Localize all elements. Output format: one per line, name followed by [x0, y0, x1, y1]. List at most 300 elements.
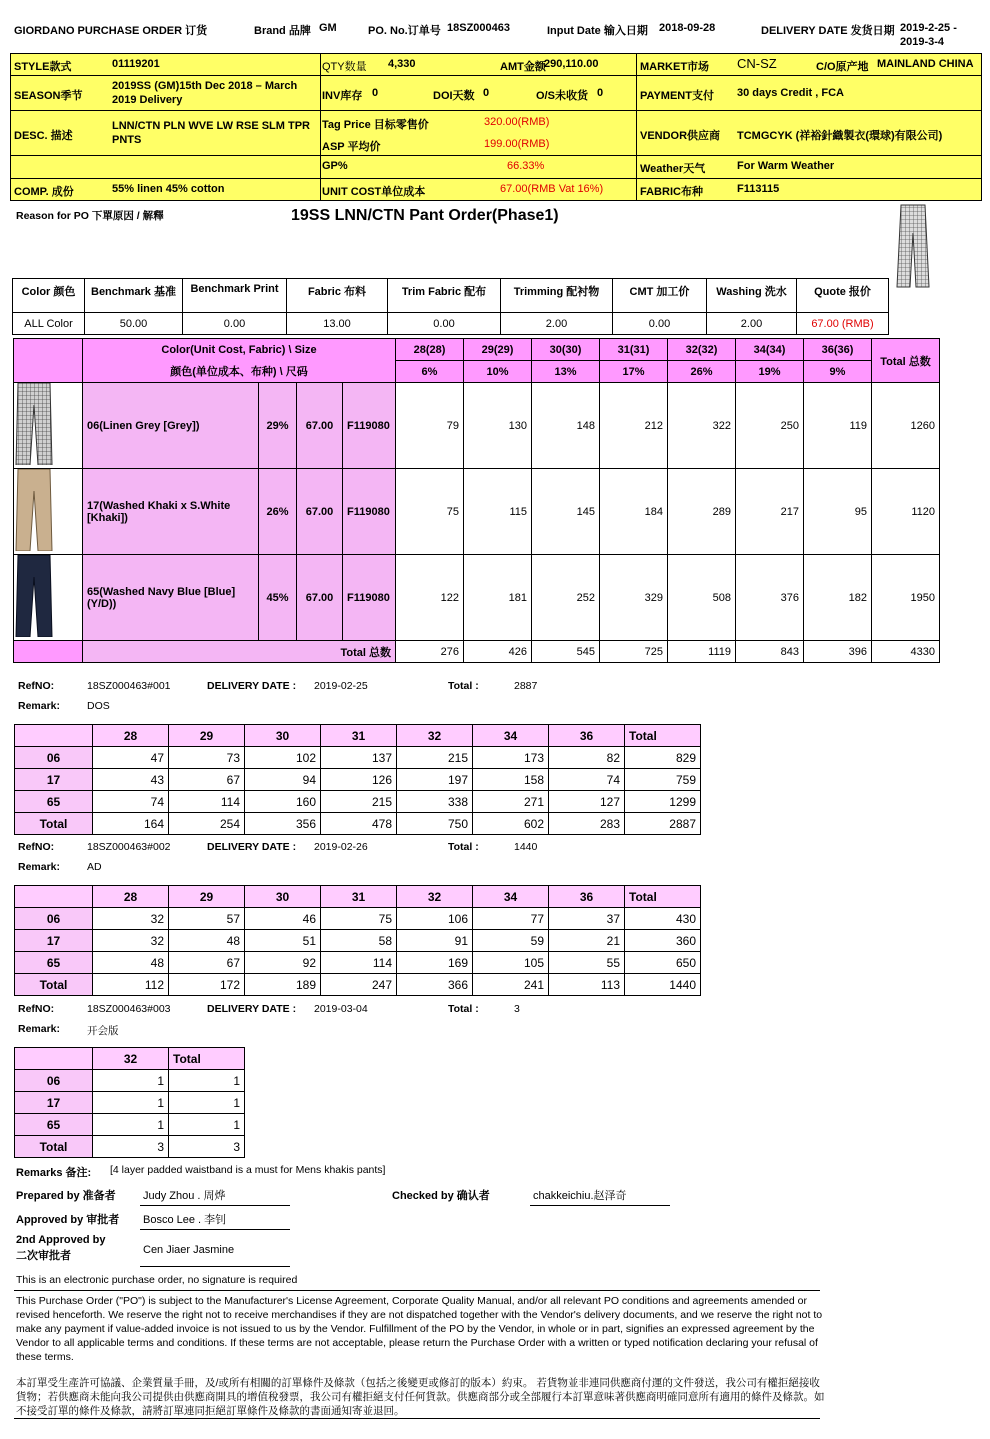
cost-value-trim-fabric: 0.00: [388, 313, 501, 335]
table-row-total: [15, 1136, 245, 1158]
qty-06-32: 322: [668, 383, 736, 469]
dt2-cell: 92: [245, 952, 321, 974]
dt1-cell: 74: [93, 791, 169, 813]
dt2-cell: 366: [397, 974, 473, 996]
origin-label: C/O原产地: [816, 61, 869, 73]
qty-value: 4,330: [388, 58, 416, 70]
product-thumbnail-icon: [893, 203, 933, 289]
qty-65-28: 122: [396, 555, 464, 641]
cost-value-benchmark-print: 0.00: [183, 313, 287, 335]
table-row: [14, 555, 940, 641]
dt3-cell: 1: [169, 1092, 245, 1114]
color-size-table: [13, 338, 940, 663]
dt3-col-total: Total: [169, 1048, 245, 1070]
fabric-value: F113115: [737, 183, 780, 195]
swatch-cell-65: [14, 555, 83, 641]
dt2-col-28: 28: [93, 886, 169, 908]
color-size-header-cn: 颜色(单位成本、布种) \ 尺码: [83, 361, 396, 383]
electronic-note: This is an electronic purchase order, no signature is required: [16, 1274, 298, 1286]
dt1-cell: 271: [473, 791, 549, 813]
qty-06-34: 250: [736, 383, 804, 469]
amt-label: AMT金额: [500, 61, 546, 73]
ref-value-3: 18SZ000463#003: [87, 1003, 171, 1015]
sum-total: 4330: [872, 641, 940, 663]
total-header: Total 总数: [872, 339, 940, 383]
remark-value-2: AD: [87, 861, 102, 873]
tag-price-value: 320.00(RMB): [484, 116, 550, 128]
dt1-cell: 283: [549, 813, 625, 835]
table-row: [15, 952, 701, 974]
dt3-col-32: 32: [93, 1048, 169, 1070]
dt1-cell: 759: [625, 769, 701, 791]
vendor-value: TCMGCYK (祥裕針織製衣(環球)有限公司): [737, 130, 943, 142]
reason-label: Reason for PO 下單原因 / 解釋: [16, 210, 164, 222]
approved-by-label: Approved by 审批者: [16, 1214, 120, 1226]
desc-label: DESC. 描述: [14, 130, 73, 142]
approved-by-value: Bosco Lee . 李钊: [143, 1214, 227, 1226]
dt3-row-label: Total: [15, 1136, 93, 1158]
cost-header-quote: Quote 报价: [797, 279, 889, 313]
qty-17-total: 1120: [872, 469, 940, 555]
grey-pant-icon: [14, 383, 82, 465]
dt2-cell: 106: [397, 908, 473, 930]
qty-65-29: 181: [464, 555, 532, 641]
table-row: [15, 1092, 245, 1114]
dt3-cell: 1: [93, 1092, 169, 1114]
delivery-total-label-2: Total :: [448, 841, 479, 853]
table-row-total: [14, 641, 940, 663]
size-pct-34: 19%: [736, 361, 804, 383]
sum-28: 276: [396, 641, 464, 663]
style-label: STYLE款式: [14, 61, 72, 73]
color-name-17: 17(Washed Khaki x S.White [Khaki]): [83, 469, 259, 555]
delivery-date-end: 2019-3-4: [900, 36, 945, 48]
cost-value-color: ALL Color: [13, 313, 85, 335]
vendor-label: VENDOR供应商: [640, 130, 721, 142]
po-number-label: PO. No.订单号: [368, 25, 441, 37]
qty-17-28: 75: [396, 469, 464, 555]
size-pct-30: 13%: [532, 361, 600, 383]
size-pct-36: 9%: [804, 361, 872, 383]
amt-value: 290,110.00: [544, 58, 599, 70]
dt1-row-label: 17: [15, 769, 93, 791]
dt1-cell: 47: [93, 747, 169, 769]
order-title: 19SS LNN/CTN Pant Order(Phase1): [291, 207, 559, 224]
qty-65-32: 508: [668, 555, 736, 641]
dt2-cell: 430: [625, 908, 701, 930]
dt1-col-31: 31: [321, 725, 397, 747]
dt1-cell: 137: [321, 747, 397, 769]
table-row-total: [15, 813, 701, 835]
input-date-value: 2018-09-28: [659, 22, 716, 34]
remarks-value: [4 layer padded waistband is a must for Mens khakis pants]: [110, 1164, 386, 1176]
brand-value: GM: [319, 22, 337, 34]
dt1-cell: 254: [169, 813, 245, 835]
dt2-cell: 32: [93, 908, 169, 930]
remark-value-1: DOS: [87, 700, 110, 712]
sum-36: 396: [804, 641, 872, 663]
dt1-cell: 94: [245, 769, 321, 791]
dt1-cell: 356: [245, 813, 321, 835]
table-row-total: [15, 974, 701, 996]
dt2-cell: 172: [169, 974, 245, 996]
checked-by-value: chakkeichiu.赵泽奇: [533, 1190, 627, 1202]
style-value: 01119201: [112, 58, 160, 70]
dt3-row-label: 17: [15, 1092, 93, 1114]
delivery-total-value-1: 2887: [514, 680, 538, 692]
delivery-total-value-2: 1440: [514, 841, 538, 853]
dt2-row-label: 17: [15, 930, 93, 952]
dt1-cell: 43: [93, 769, 169, 791]
dt1-cell: 114: [169, 791, 245, 813]
doi-value: 0: [483, 87, 490, 99]
po-title: GIORDANO PURCHASE ORDER 订货: [14, 25, 208, 37]
desc-value-line2: PNTS: [112, 134, 142, 146]
dt1-col-29: 29: [169, 725, 245, 747]
asp-label: ASP 平均价: [322, 141, 381, 153]
sum-32: 1119: [668, 641, 736, 663]
dt1-cell: 82: [549, 747, 625, 769]
season-value-line1: 2019SS (GM)15th Dec 2018 – March: [112, 80, 298, 92]
ref-label-3: RefNO:: [18, 1003, 55, 1015]
dt3-cell: 1: [93, 1114, 169, 1136]
dt1-cell: 1299: [625, 791, 701, 813]
dt2-cell: 32: [93, 930, 169, 952]
dt3-row-label: 06: [15, 1070, 93, 1092]
qty-17-29: 115: [464, 469, 532, 555]
remark-label-2: Remark:: [18, 861, 61, 873]
input-date-label: Input Date 输入日期: [547, 25, 648, 37]
color-fabric-65: F119080: [343, 555, 396, 641]
delivery-date-value-2: 2019-02-26: [314, 841, 368, 853]
table-row: [14, 383, 940, 469]
os-label: O/S未收货: [536, 90, 588, 102]
dt1-cell: 127: [549, 791, 625, 813]
qty-06-31: 212: [600, 383, 668, 469]
delivery-date-start: 2019-2-25 -: [900, 22, 957, 34]
delivery-table-3: [14, 1047, 245, 1158]
size-header-30: 30(30): [532, 339, 600, 361]
inv-label: INV库存: [322, 90, 363, 102]
dt1-row-label: Total: [15, 813, 93, 835]
delivery-table-1: [14, 724, 701, 835]
dt1-cell: 478: [321, 813, 397, 835]
dt3-cell: 3: [93, 1136, 169, 1158]
qty-17-34: 217: [736, 469, 804, 555]
table-row: [15, 747, 701, 769]
gp-label: GP%: [322, 160, 348, 172]
dt1-col-32: 32: [397, 725, 473, 747]
dt2-cell: 51: [245, 930, 321, 952]
qty-65-total: 1950: [872, 555, 940, 641]
delivery-date-label: DELIVERY DATE 发货日期: [761, 25, 895, 37]
size-header-36: 36(36): [804, 339, 872, 361]
dt2-cell: 169: [397, 952, 473, 974]
dt1-cell: 215: [397, 747, 473, 769]
dt2-cell: 57: [169, 908, 245, 930]
delivery-date-label-3: DELIVERY DATE :: [207, 1003, 297, 1015]
po-number-value: 18SZ000463: [447, 22, 510, 34]
cost-header-washing: Washing 洗水: [707, 279, 797, 313]
season-label: SEASON季节: [14, 90, 83, 102]
dt2-cell: 650: [625, 952, 701, 974]
terms-english: This Purchase Order ("PO") is subject to the Manufacturer's License Agreement, Corporate Quality Manual, and/or all relevant PO conditions and agreements amended or revised henceforth. We reserve the right not to receive merchandises if they are not dispatched together with the Vendor's delivery documents, and we reserve the right not to make any payment if value-added invoice is not issued to us by the Vendor. Fulfillment of the PO by the Vendor, in whole or in part, signifies an expressed agreement by the Vendor to all applicable terms and conditions. If these terms are not acceptable, please return the Purchase Order with a written or typed notification declaring your refusal of these terms.: [16, 1295, 823, 1363]
table-row: [14, 469, 940, 555]
brand-label: Brand 品牌: [254, 25, 311, 37]
color-pct-17: 26%: [259, 469, 297, 555]
delivery-total-label-1: Total :: [448, 680, 479, 692]
size-header-32: 32(32): [668, 339, 736, 361]
tag-price-label: Tag Price 目标零售价: [322, 119, 429, 131]
sum-31: 725: [600, 641, 668, 663]
delivery-date-value-3: 2019-03-04: [314, 1003, 368, 1015]
prepared-by-label: Prepared by 准备者: [16, 1190, 116, 1202]
dt1-row-label: 65: [15, 791, 93, 813]
size-pct-28: 6%: [396, 361, 464, 383]
dt2-cell: 91: [397, 930, 473, 952]
dt2-cell: 241: [473, 974, 549, 996]
table-row: [15, 1114, 245, 1136]
dt2-col-29: 29: [169, 886, 245, 908]
dt1-cell: 602: [473, 813, 549, 835]
asp-value: 199.00(RMB): [484, 138, 550, 150]
color-pct-06: 29%: [259, 383, 297, 469]
cost-value-fabric: 13.00: [287, 313, 388, 335]
unit-cost-value: 67.00(RMB Vat 16%): [500, 183, 604, 195]
cost-breakdown-table: [12, 278, 889, 335]
dt3-cell: 1: [169, 1114, 245, 1136]
size-header-29: 29(29): [464, 339, 532, 361]
ref-value-2: 18SZ000463#002: [87, 841, 171, 853]
qty-17-32: 289: [668, 469, 736, 555]
dt2-cell: 37: [549, 908, 625, 930]
remark-value-3: 开会版: [87, 1025, 119, 1037]
dt2-row-label: Total: [15, 974, 93, 996]
table-row: [15, 930, 701, 952]
cost-header-trim-fabric: Trim Fabric 配布: [388, 279, 501, 313]
dt2-cell: 360: [625, 930, 701, 952]
dt1-cell: 67: [169, 769, 245, 791]
dt2-cell: 1440: [625, 974, 701, 996]
remarks-label: Remarks 备注:: [16, 1167, 92, 1179]
qty-65-30: 252: [532, 555, 600, 641]
swatch-cell-06: [14, 383, 83, 469]
color-cost-65: 67.00: [297, 555, 343, 641]
color-fabric-17: F119080: [343, 469, 396, 555]
dt2-col-34: 34: [473, 886, 549, 908]
cost-header-fabric: Fabric 布料: [287, 279, 388, 313]
comp-value: 55% linen 45% cotton: [112, 183, 225, 195]
dt2-cell: 46: [245, 908, 321, 930]
sum-34: 843: [736, 641, 804, 663]
ref-value-1: 18SZ000463#001: [87, 680, 171, 692]
delivery-date-label-1: DELIVERY DATE :: [207, 680, 297, 692]
dt2-cell: 247: [321, 974, 397, 996]
dt1-cell: 215: [321, 791, 397, 813]
navy-pant-icon: [14, 555, 82, 637]
dt3-row-label: 65: [15, 1114, 93, 1136]
ref-label-1: RefNO:: [18, 680, 55, 692]
dt2-cell: 77: [473, 908, 549, 930]
table-row: [15, 791, 701, 813]
dt2-col-36: 36: [549, 886, 625, 908]
qty-06-28: 79: [396, 383, 464, 469]
dt2-row-label: 65: [15, 952, 93, 974]
qty-06-29: 130: [464, 383, 532, 469]
market-label: MARKET市场: [640, 61, 710, 73]
color-name-65: 65(Washed Navy Blue [Blue] (Y/D)): [83, 555, 259, 641]
terms-chinese: 本訂單受生產許可協議、企業質量手冊，及/或所有相關的訂單條件及條款（包括之後變更或修訂的版本）約束。 若貨物並非連同供應商付運的文件發送，我公司有權拒絕接收貨物；若供應商未能向我公司提供由供應商開具的增值稅發票，我公司有權拒絕支付任何貨款。供應商部分或全部履行本訂單意味著供應商明確同意所有適用的條件及條款。如不接受訂單的條件及條款，請將訂單連同拒絕訂單條件及條款的書面通知寄並退回。: [16, 1377, 825, 1417]
comp-label: COMP. 成份: [14, 186, 74, 198]
sum-29: 426: [464, 641, 532, 663]
dt3-cell: 1: [93, 1070, 169, 1092]
qty-label: QTY数量: [322, 61, 367, 73]
dt2-col-total: Total: [625, 886, 701, 908]
inv-value: 0: [372, 87, 379, 99]
delivery-table-2: [14, 885, 701, 996]
table-row: [15, 1070, 245, 1092]
cost-value-benchmark: 50.00: [85, 313, 183, 335]
dt1-cell: 164: [93, 813, 169, 835]
dt2-cell: 59: [473, 930, 549, 952]
dt2-cell: 48: [169, 930, 245, 952]
prepared-by-value: Judy Zhou . 周烨: [143, 1190, 226, 1202]
dt2-cell: 114: [321, 952, 397, 974]
size-header-34: 34(34): [736, 339, 804, 361]
sum-label: Total 总数: [83, 641, 396, 663]
delivery-date-value-1: 2019-02-25: [314, 680, 368, 692]
payment-label: PAYMENT支付: [640, 90, 714, 102]
cost-header-color: Color 颜色: [13, 279, 85, 313]
unit-cost-label: UNIT COST单位成本: [322, 186, 426, 198]
payment-value: 30 days Credit , FCA: [737, 87, 844, 99]
qty-65-34: 376: [736, 555, 804, 641]
order-info-block: [10, 53, 982, 201]
swatch-cell-17: [14, 469, 83, 555]
weather-label: Weather天气: [640, 163, 706, 175]
ref-label-2: RefNO:: [18, 841, 55, 853]
cost-value-trimming: 2.00: [501, 313, 613, 335]
size-pct-32: 26%: [668, 361, 736, 383]
qty-17-31: 184: [600, 469, 668, 555]
dt1-row-label: 06: [15, 747, 93, 769]
dt2-cell: 58: [321, 930, 397, 952]
cost-header-benchmark-print: Benchmark Print: [183, 279, 287, 313]
dt2-cell: 55: [549, 952, 625, 974]
dt1-col-36: 36: [549, 725, 625, 747]
season-value-line2: 2019 Delivery: [112, 94, 183, 106]
gp-value: 66.33%: [507, 160, 545, 172]
qty-65-36: 182: [804, 555, 872, 641]
cost-value-washing: 2.00: [707, 313, 797, 335]
dt1-cell: 197: [397, 769, 473, 791]
dt1-cell: 158: [473, 769, 549, 791]
dt2-row-label: 06: [15, 908, 93, 930]
size-pct-29: 10%: [464, 361, 532, 383]
cost-header-trimming: Trimming 配衬物: [501, 279, 613, 313]
sum-30: 545: [532, 641, 600, 663]
dt1-col-30: 30: [245, 725, 321, 747]
dt1-col-total: Total: [625, 725, 701, 747]
os-value: 0: [597, 87, 604, 99]
dt1-cell: 73: [169, 747, 245, 769]
dt2-col-31: 31: [321, 886, 397, 908]
remark-label-3: Remark:: [18, 1023, 61, 1035]
fabric-label: FABRIC布种: [640, 186, 703, 198]
weather-value: For Warm Weather: [737, 160, 835, 172]
color-pct-65: 45%: [259, 555, 297, 641]
dt1-cell: 338: [397, 791, 473, 813]
dt2-cell: 105: [473, 952, 549, 974]
second-approved-value: Cen Jiaer Jasmine: [143, 1244, 235, 1256]
size-header-28: 28(28): [396, 339, 464, 361]
dt2-cell: 75: [321, 908, 397, 930]
qty-06-30: 148: [532, 383, 600, 469]
cost-value-cmt: 0.00: [613, 313, 707, 335]
checked-by-label: Checked by 确认者: [392, 1190, 490, 1202]
dt3-cell: 3: [169, 1136, 245, 1158]
dt1-cell: 126: [321, 769, 397, 791]
remark-label-1: Remark:: [18, 700, 61, 712]
dt2-cell: 112: [93, 974, 169, 996]
cost-header-benchmark: Benchmark 基准: [85, 279, 183, 313]
qty-06-36: 119: [804, 383, 872, 469]
khaki-pant-icon: [14, 469, 82, 551]
color-fabric-06: F119080: [343, 383, 396, 469]
size-header-31: 31(31): [600, 339, 668, 361]
qty-17-36: 95: [804, 469, 872, 555]
cost-value-quote: 67.00 (RMB): [797, 313, 889, 335]
dt1-cell: 160: [245, 791, 321, 813]
qty-17-30: 145: [532, 469, 600, 555]
dt1-cell: 750: [397, 813, 473, 835]
desc-value-line1: LNN/CTN PLN WVE LW RSE SLM TPR: [112, 120, 310, 132]
dt1-col-34: 34: [473, 725, 549, 747]
dt1-cell: 2887: [625, 813, 701, 835]
delivery-total-value-3: 3: [514, 1003, 520, 1015]
dt2-cell: 48: [93, 952, 169, 974]
market-value: CN-SZ: [737, 56, 777, 71]
dt1-cell: 74: [549, 769, 625, 791]
dt1-cell: 829: [625, 747, 701, 769]
second-approved-label-cn: 二次审批者: [16, 1250, 71, 1262]
color-size-header-en: Color(Unit Cost, Fabric) \ Size: [83, 339, 396, 361]
po-header: [14, 20, 974, 50]
dt2-cell: 189: [245, 974, 321, 996]
dt2-cell: 21: [549, 930, 625, 952]
dt2-cell: 67: [169, 952, 245, 974]
dt1-col-28: 28: [93, 725, 169, 747]
color-cost-06: 67.00: [297, 383, 343, 469]
dt3-cell: 1: [169, 1070, 245, 1092]
qty-65-31: 329: [600, 555, 668, 641]
color-cost-17: 67.00: [297, 469, 343, 555]
color-name-06: 06(Linen Grey [Grey]): [83, 383, 259, 469]
delivery-date-label-2: DELIVERY DATE :: [207, 841, 297, 853]
origin-value: MAINLAND CHINA: [877, 58, 974, 70]
dt1-cell: 102: [245, 747, 321, 769]
dt1-cell: 173: [473, 747, 549, 769]
doi-label: DOI天数: [433, 90, 475, 102]
cost-header-cmt: CMT 加工价: [613, 279, 707, 313]
dt2-col-30: 30: [245, 886, 321, 908]
dt2-col-32: 32: [397, 886, 473, 908]
table-row: [15, 769, 701, 791]
qty-06-total: 1260: [872, 383, 940, 469]
second-approved-label-en: 2nd Approved by: [16, 1234, 106, 1246]
dt2-cell: 113: [549, 974, 625, 996]
delivery-total-label-3: Total :: [448, 1003, 479, 1015]
